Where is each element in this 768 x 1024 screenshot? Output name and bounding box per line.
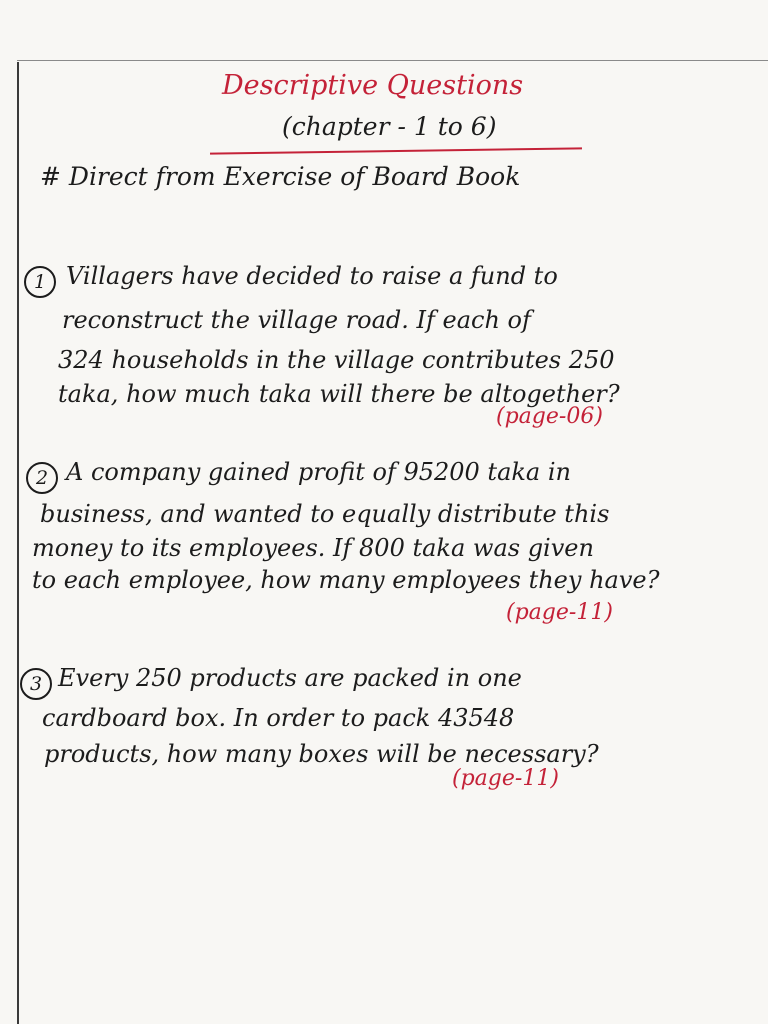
question-2-line-3: money to its employees. If 800 taka was given: [32, 534, 594, 562]
question-3-line-2: cardboard box. In order to pack 43548: [42, 704, 515, 732]
question-number-3: 3: [20, 668, 52, 700]
question-3-line-3: products, how many boxes will be necessary?: [44, 740, 599, 768]
question-2-line-2: business, and wanted to equally distribute this: [40, 500, 610, 528]
margin-line: [17, 62, 19, 1024]
chapter-range: (chapter - 1 to 6): [282, 112, 497, 141]
question-1-line-3: 324 households in the village contributes 250: [58, 346, 615, 374]
question-1-page-ref: (page-06): [496, 404, 603, 429]
question-3-line-1: Every 250 products are packed in one: [58, 664, 522, 692]
question-2-line-4: to each employee, how many employees they have?: [32, 566, 660, 594]
question-3-page-ref: (page-11): [452, 766, 559, 791]
question-1-line-2: reconstruct the village road. If each of: [62, 306, 531, 334]
question-1-line-4: taka, how much taka will there be altogether?: [58, 380, 620, 408]
question-2-page-ref: (page-11): [506, 600, 613, 625]
section-heading: # Direct from Exercise of Board Book: [40, 162, 521, 191]
top-rule: [17, 60, 768, 61]
question-number-1: 1: [24, 266, 56, 298]
question-2-line-1: A company gained profit of 95200 taka in: [66, 458, 571, 486]
title-underline: [210, 147, 582, 154]
question-1-line-1: Villagers have decided to raise a fund to: [66, 262, 558, 290]
page-title: Descriptive Questions: [222, 70, 524, 101]
question-number-2: 2: [26, 462, 58, 494]
